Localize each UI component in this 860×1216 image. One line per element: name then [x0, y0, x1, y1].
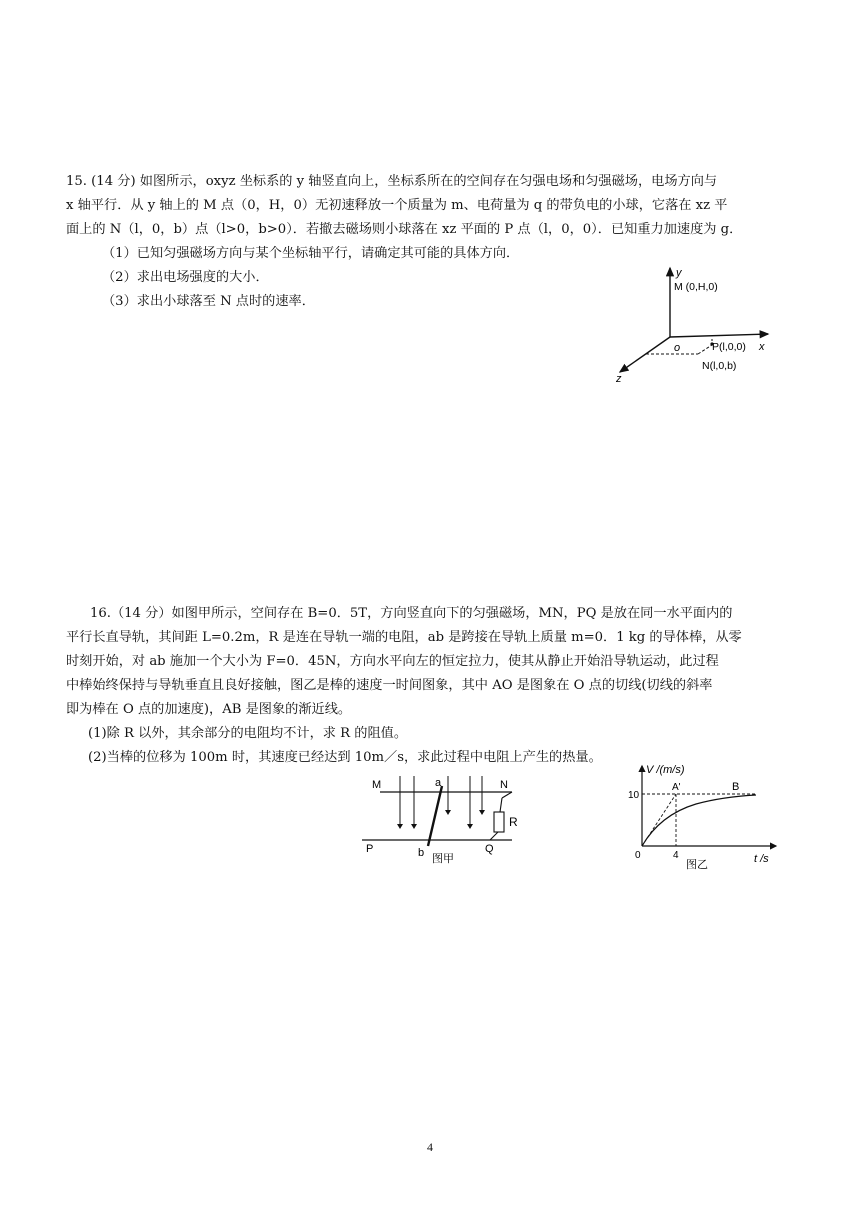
label-q: Q	[485, 843, 494, 855]
t-axis-label: t /s	[754, 853, 769, 865]
q16-line-2: 平行长直导轨，其间距 L=0.2m，R 是连在导轨一端的电阻，ab 是跨接在导轨上质量 m=0．1 kg 的导体棒，从零	[66, 630, 742, 645]
q16-line-1: 16.（14 分）如图甲所示，空间存在 B=0．5T，方向竖直向下的匀强磁场，MN，PQ 是放在同一水平面内的	[90, 606, 733, 621]
v-axis-label: V /(m/s)	[646, 764, 685, 776]
q15-subquestion-2: （2）求出电场强度的大小．	[102, 270, 269, 285]
coordinate-figure	[608, 262, 798, 392]
origin-zero: 0	[635, 850, 641, 861]
y-axis-label: y	[676, 267, 682, 279]
label-a-prime: A'	[672, 782, 681, 793]
x-axis	[670, 334, 768, 337]
point-m-label: M (0,H,0)	[674, 281, 718, 293]
label-m: M	[372, 779, 382, 791]
point-p-label: P(l,0,0)	[712, 341, 746, 353]
q16-subquestion-2: (2)当棒的位移为 100m 时，其速度已经达到 10m／s，求此过程中电阻上产生的热量。	[88, 750, 602, 765]
label-r: R	[509, 815, 518, 829]
page-number: 4	[427, 1140, 433, 1154]
label-b: B	[732, 781, 740, 793]
figure-jia-rails	[362, 768, 542, 868]
q15-line-1: 15. (14 分) 如图所示，oxyz 坐标系的 y 轴竖直向上，坐标系所在的空间存在匀强电场和匀强磁场，电场方向与	[66, 174, 718, 189]
q15-line-3: 面上的 N（l，0，b）点（l>0，b>0）．若撤去磁场则小球落在 xz 平面的 P 点（l，0，0）．已知重力加速度为 g．	[66, 222, 743, 237]
origin-label: o	[674, 342, 681, 354]
t-tick-4: 4	[673, 850, 679, 861]
z-axis-label: z	[616, 373, 622, 385]
caption-jia: 图甲	[432, 853, 454, 865]
q15-subquestion-3: （3）求出小球落至 N 点时的速率．	[102, 294, 315, 309]
q16-line-4: 中棒始终保持与导轨垂直且良好接触，图乙是棒的速度一时间图象，其中 AO 是图象在 O 点的切线(切线的斜率	[66, 678, 713, 693]
label-p: P	[366, 843, 374, 855]
q15-line-2: x 轴平行．从 y 轴上的 M 点（0，H，0）无初速释放一个质量为 m、电荷量为 q 的带负电的小球，它落在 xz 平	[66, 198, 728, 213]
point-n-label: N(l,0,b)	[702, 360, 737, 372]
label-a: a	[435, 777, 442, 789]
conductor-ab	[428, 786, 442, 846]
label-b: b	[418, 847, 425, 859]
x-axis-label: x	[759, 341, 765, 353]
q16-line-3: 时刻开始，对 ab 施加一个大小为 F=0．45N，方向水平向左的恒定拉力，使其从静止开始沿导轨运动，此过程	[66, 654, 719, 669]
label-n: N	[500, 779, 508, 791]
v-tick-10: 10	[628, 790, 640, 801]
resistor-r	[494, 812, 504, 832]
q16-subquestion-1: (1)除 R 以外，其余部分的电阻均不计，求 R 的阻值。	[88, 726, 408, 741]
caption-yi: 图乙	[686, 859, 708, 871]
q16-line-5: 即为棒在 O 点的加速度)，AB 是图象的渐近线。	[66, 702, 352, 717]
q15-subquestion-1: （1）已知匀强磁场方向与某个坐标轴平行，请确定其可能的具体方向．	[102, 246, 520, 261]
figure-yi-vt-graph	[626, 760, 786, 872]
